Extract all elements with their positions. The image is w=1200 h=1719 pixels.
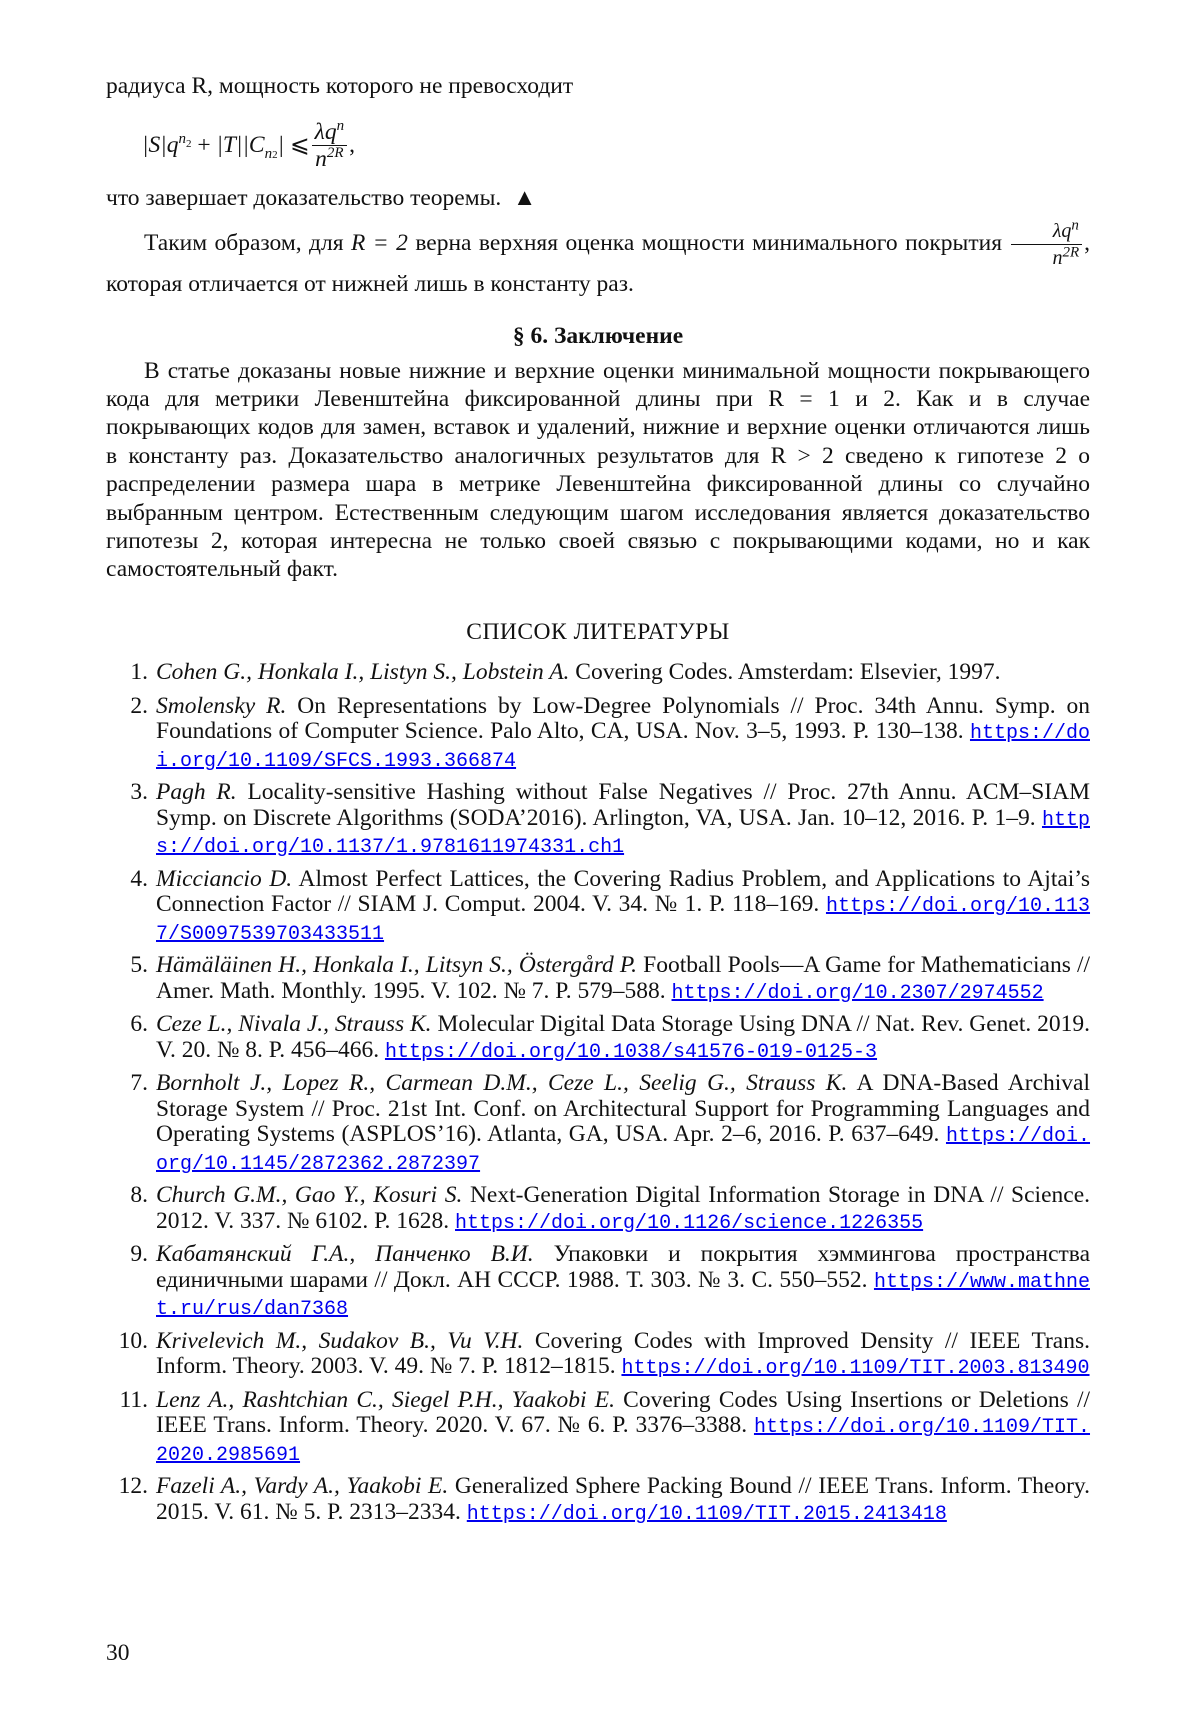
reference-number: 11. (119, 1386, 148, 1413)
reference-authors: Cohen G., Honkala I., Listyn S., Lobstein A. (156, 659, 570, 686)
inline-fraction-denominator-exp: 2R (1062, 244, 1080, 261)
reference-authors: Church G.M., Gao Y., Kosuri S. (156, 1182, 463, 1209)
reference-item (106, 660, 1090, 688)
reference-text: Next-Generation Digital Information Storage in DNA // Science. 2012. V. 337. № 6102. P. 1628. (156, 1182, 1090, 1234)
inline-fraction-numerator-exp: n (1071, 217, 1079, 234)
reference-item (106, 1388, 1090, 1469)
reference-link[interactable]: https://doi.org/10.1109/TIT.2015.2413418 (466, 1502, 947, 1526)
formula-fraction (312, 120, 347, 171)
conclusion-paragraph: В статье доказаны новые нижние и верхние оценки минимальной мощности покрывающего кода для метрики Левенштейна фиксированной длины при R = 1 и 2. Как и в случае покрывающих кодов для замен, вставок и удалений, нижние и верхние оценки отличаются лишь в константу раз. Доказательство аналогичных результатов для R > 2 сведено к гипотезе 2 о распределении размера шара в метрике Левенштейна фиксированной длины со случайно выбранным центром. Естественным следующим шагом исследования является доказательство гипотезы 2, которая интересна не только своей связью с покрывающими кодами, но и как самостоятельный факт. (106, 357, 1090, 583)
reference-number: 2. (130, 692, 148, 719)
reference-authors: Ceze L., Nivala J., Strauss K. (156, 1011, 432, 1038)
reference-body (156, 694, 1090, 775)
formula-denominator-exp: 2R (326, 145, 344, 162)
qed-symbol-icon: ▲ (512, 185, 537, 212)
reference-number: 3. (130, 779, 148, 806)
reference-item (106, 1242, 1090, 1323)
reference-number: 9. (130, 1241, 148, 1268)
page-content (106, 72, 1090, 1533)
reference-number: 4. (130, 865, 148, 892)
reference-authors: Pagh R. (156, 779, 237, 806)
reference-body (156, 1012, 1090, 1065)
reference-text: Covering Codes. Amsterdam: Elsevier, 1997. (575, 659, 1001, 686)
formula-numerator-exp: n (336, 118, 345, 135)
reference-body (156, 867, 1090, 948)
reference-text: A DNA-Based Archival Storage System // Proc. 21st Int. Conf. on Architectural Support for Programming Languages and Operating Systems (ASPLOS’16). Atlanta, GA, USA. Apr. 2–6, 2016. P. 637–649. (156, 1070, 1090, 1148)
references-list (106, 660, 1090, 1527)
reference-item (106, 1012, 1090, 1065)
reference-body (156, 1242, 1090, 1323)
reference-body (156, 1183, 1090, 1236)
reference-text: Упаковки и покрытия хэммингова пространства единичными шарами // Докл. АН СССР. 1988. Т. 303. № 3. С. 550–552. (156, 1241, 1091, 1293)
formula-numerator: λq (314, 118, 337, 145)
references-heading: СПИСОК ЛИТЕРАТУРЫ (466, 618, 730, 645)
reference-link[interactable]: https://doi.org/10.1109/TIT.2003.813490 (621, 1357, 1090, 1381)
reference-text: Covering Codes with Improved Density // IEEE Trans. Inform. Theory. 2003. V. 49. № 7. P. 1812–1815. (156, 1327, 1090, 1380)
reference-link[interactable]: https://doi.org/10.2307/2974552 (671, 981, 1044, 1005)
reference-item (106, 867, 1090, 948)
reference-authors: Hämäläinen H., Honkala I., Litsyn S., Östergård P. (156, 952, 638, 979)
reference-authors: Smolensky R. (156, 692, 287, 719)
reference-authors: Krivelevich M., Sudakov B., Vu V.H. (156, 1327, 524, 1354)
reference-item (106, 694, 1090, 775)
summary-equation: R = 2 (351, 229, 408, 256)
reference-item (106, 953, 1090, 1006)
summary-text-c: , которая отличается от нижней лишь в константу раз. (106, 229, 1091, 297)
reference-number: 7. (130, 1070, 148, 1097)
reference-item (106, 780, 1090, 861)
reference-body (156, 780, 1090, 861)
formula-denominator: n (315, 145, 327, 172)
reference-body (156, 1071, 1090, 1177)
reference-item (106, 1071, 1090, 1177)
reference-body (156, 660, 1090, 688)
reference-link[interactable]: https://doi.org/10.1145/2872362.2872397 (156, 1125, 1091, 1176)
reference-link[interactable]: https://doi.org/10.1109/SFCS.1993.366874 (156, 722, 1090, 773)
qed-text: что завершает доказательство теоремы. (106, 185, 502, 212)
reference-number: 12. (118, 1473, 148, 1500)
reference-item (106, 1183, 1090, 1236)
inline-fraction-denominator: n (1052, 246, 1063, 269)
reference-authors: Micciancio D. (156, 865, 293, 892)
reference-body (156, 1329, 1090, 1382)
reference-item (106, 1474, 1090, 1527)
display-formula: $|S|q^{n_2} + |T||C_{n2}|$ ⩽ $\frac{\lambda q^n}{n^{2R}}$ , (142, 118, 355, 172)
section-heading: § 6. Заключение (512, 323, 684, 350)
reference-authors: Кабатянский Г.А., Панченко В.И. (156, 1241, 534, 1268)
reference-authors: Fazeli A., Vardy A., Yaakobi E. (156, 1473, 449, 1500)
intro-line: радиуса R, мощность которого не превосходит (106, 73, 574, 99)
reference-body (156, 953, 1090, 1006)
summary-text-a: Таким образом, для (144, 229, 344, 256)
reference-authors: Lenz A., Rashtchian C., Siegel P.H., Yaakobi E. (156, 1386, 615, 1413)
reference-text: Almost Perfect Lattices, the Covering Radius Problem, and Applications to Ajtai’s Connection Factor // SIAM J. Comput. 2004. V. 34. № 1. P. 118–169. (156, 865, 1090, 918)
reference-link[interactable]: https://doi.org/10.1137/S0097539703433511 (156, 895, 1091, 946)
reference-text: Molecular Digital Data Storage Using DNA // Nat. Rev. Genet. 2019. V. 20. № 8. P. 456–466. (156, 1011, 1090, 1063)
inline-fraction-numerator: λq (1052, 219, 1072, 242)
qed-line (106, 184, 1090, 212)
reference-text: On Representations by Low-Degree Polynomials // Proc. 34th Annu. Symp. on Foundations of Computer Science. Palo Alto, CA, USA. Nov. 3–5, 1993. P. 130–138. (156, 692, 1091, 745)
reference-authors: Bornholt J., Lopez R., Carmean D.M., Ceze L., Seelig G., Strauss K. (156, 1070, 848, 1097)
reference-text: Covering Codes Using Insertions or Deletions // IEEE Trans. Inform. Theory. 2020. V. 67. № 6. P. 3376–3388. (156, 1386, 1091, 1439)
summary-text-b: верна верхняя оценка мощности минимального покрытия (415, 229, 1003, 256)
reference-link[interactable]: https://doi.org/10.1038/s41576-019-0125-3 (384, 1040, 878, 1064)
reference-number: 10. (118, 1327, 148, 1354)
reference-item (106, 1329, 1090, 1382)
page-number: 30 (106, 1640, 130, 1666)
reference-text: Locality-sensitive Hashing without False Negatives // Proc. 27th Annu. ACM–SIAM Symp. on Discrete Algorithms (SODA’2016). Arlington, VA, USA. Jan. 10–12, 2016. P. 1–9. (156, 779, 1090, 831)
reference-link[interactable]: https://doi.org/10.1137/1.9781611974331.ch1 (156, 808, 1090, 860)
reference-number: 5. (130, 952, 148, 979)
summary-paragraph (106, 219, 1090, 298)
reference-link[interactable]: https://www.mathnet.ru/rus/dan7368 (156, 1270, 1090, 1322)
reference-body (156, 1388, 1090, 1469)
reference-link[interactable]: https://doi.org/10.1109/TIT.2020.2985691 (156, 1416, 1091, 1467)
reference-number: 6. (130, 1011, 148, 1038)
reference-body (156, 1474, 1090, 1527)
formula-lhs: $|S|q^{n_2} + |T||C_{n2}|$ ⩽ (142, 131, 310, 162)
reference-text: Generalized Sphere Packing Bound // IEEE Trans. Inform. Theory. 2015. V. 61. № 5. P. 2313–2334. (156, 1473, 1090, 1525)
reference-number: 8. (130, 1182, 148, 1209)
reference-number: 1. (130, 659, 148, 686)
inline-fraction (1011, 219, 1082, 270)
reference-text: Football Pools—A Game for Mathematicians // Amer. Math. Monthly. 1995. V. 102. № 7. P. 579–588. (156, 952, 1091, 1004)
reference-link[interactable]: https://doi.org/10.1126/science.1226355 (455, 1211, 924, 1235)
